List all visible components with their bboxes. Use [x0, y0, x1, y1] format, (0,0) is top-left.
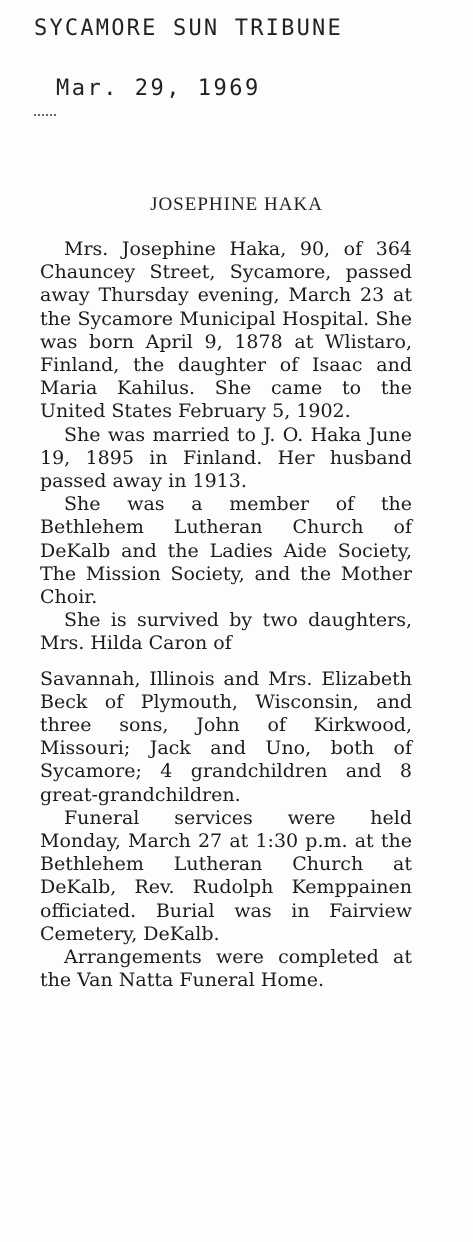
newspaper-masthead: SYCAMORE SUN TRIBUNE	[34, 16, 343, 41]
paragraph-survivors: She is survived by two daughters, Mrs. Hilda Caron of	[40, 609, 412, 655]
paragraph-biography: Mrs. Josephine Haka, 90, of 364 Chauncey Street, Sycamore, passed away Thursday evening, March 23 at the Sycamore Municipal Hospital. She was born April 9, 1878 at Wlistaro, Finland, the daughter of Isaac and Maria Kahilus. She came to the United States February 5, 1902.	[40, 238, 412, 423]
paragraph-survivors-continued: Savannah, Illinois and Mrs. Elizabeth Beck of Plymouth, Wisconsin, and three sons, John of Kirkwood, Missouri; Jack and Uno, both of Sycamore; 4 grandchildren and 8 great-grandchildren.	[40, 667, 412, 806]
dateline-mark	[34, 114, 56, 116]
paragraph-arrangements: Arrangements were completed at the Van Natta Funeral Home.	[40, 946, 412, 992]
paragraph-marriage: She was married to J. O. Haka June 19, 1895 in Finland. Her husband passed away in 1913.	[40, 423, 412, 493]
obituary-title: JOSEPHINE HAKA	[150, 194, 323, 215]
obituary-body	[40, 238, 412, 993]
paragraph-memberships: She was a member of the Bethlehem Lutheran Church of DeKalb and the Ladies Aide Society, The Mission Society, and the Mother Choir.	[40, 493, 412, 609]
publication-date: Mar. 29, 1969	[56, 76, 261, 101]
paragraph-funeral: Funeral services were held Monday, March 27 at 1:30 p.m. at the Bethlehem Lutheran Church at DeKalb, Rev. Rudolph Kemppainen officiated. Burial was in Fairview Cemetery, DeKalb.	[40, 806, 412, 945]
